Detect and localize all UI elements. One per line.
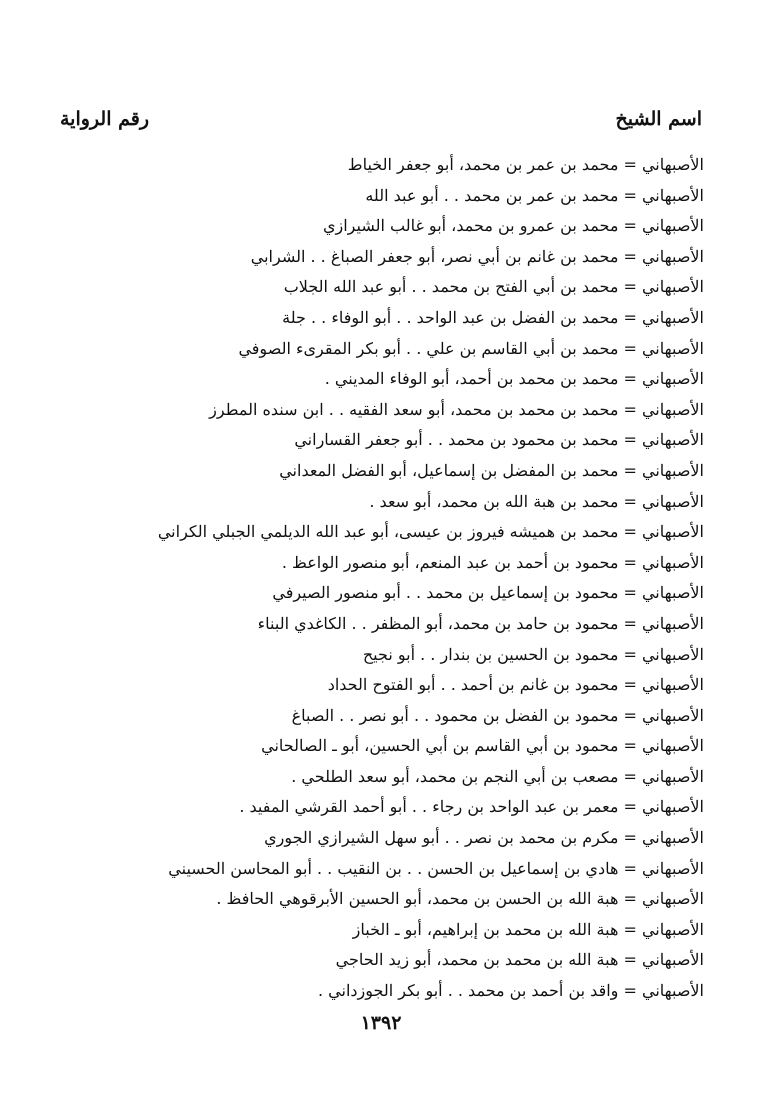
sheikh-entry: الأصبهاني = هبة الله بن محمد بن إبراهيم، أبو ـ الخباز bbox=[352, 919, 704, 939]
name-column-header: اسم الشيخ bbox=[615, 108, 702, 130]
sheikh-entry: الأصبهاني = محمد بن هميشه فيروز بن عيسى، أبو عبد الله الديلمي الجبلي الكراني bbox=[157, 522, 704, 542]
sheikh-entry: الأصبهاني = محمد بن غانم بن أبي نصر، أبو جعفر الصباغ . . الشرابي bbox=[250, 246, 704, 266]
narration-number-column-header: رقم الرواية bbox=[60, 108, 149, 130]
sheikh-entry: الأصبهاني = محمد بن الفضل بن عبد الواحد . . أبو الوفاء . . جلة bbox=[282, 307, 704, 327]
sheikh-entry: الأصبهاني = محمد بن هبة الله بن محمد، أبو سعد . bbox=[369, 491, 704, 511]
column-header-row bbox=[60, 108, 702, 138]
sheikh-entry: الأصبهاني = محمود بن أبي القاسم بن أبي الحسين، أبو ـ الصالحاني bbox=[261, 736, 704, 756]
sheikh-entry: الأصبهاني = محمود بن إسماعيل بن محمد . . أبو منصور الصيرفي bbox=[272, 583, 704, 603]
sheikh-entry: الأصبهاني = هبة الله بن محمد بن محمد، أبو زيد الحاجي bbox=[335, 950, 704, 970]
sheikh-entry: الأصبهاني = محمد بن عمرو بن محمد، أبو غالب الشيرازي bbox=[322, 216, 704, 236]
sheikh-entry: الأصبهاني = محمود بن حامد بن محمد، أبو المظفر . . الكاغدي البناء bbox=[257, 613, 704, 633]
sheikh-entry: الأصبهاني = محمود بن الحسين بن بندار . . أبو نجيح bbox=[362, 644, 704, 664]
sheikh-entry: الأصبهاني = محمد بن المفضل بن إسماعيل، أبو الفضل المعداني bbox=[279, 460, 704, 480]
sheikh-entry: الأصبهاني = محمود بن الفضل بن محمود . . أبو نصر . . الصباغ bbox=[291, 705, 704, 725]
sheikh-entry-list bbox=[84, 150, 704, 1007]
sheikh-entry: الأصبهاني = هادي بن إسماعيل بن الحسن . . بن النقيب . . أبو المحاسن الحسيني bbox=[168, 858, 704, 878]
sheikh-entry: الأصبهاني = محمود بن أحمد بن عبد المنعم، أبو منصور الواعظ . bbox=[281, 552, 704, 572]
sheikh-entry: الأصبهاني = مصعب بن أبي النجم بن محمد، أبو سعد الطلحي . bbox=[291, 766, 704, 786]
sheikh-entry: الأصبهاني = محمد بن عمر بن محمد . . أبو عبد الله bbox=[365, 185, 704, 205]
sheikh-entry: الأصبهاني = محمد بن عمر بن محمد، أبو جعفر الخياط bbox=[347, 155, 704, 174]
sheikh-entry: الأصبهاني = محمد بن محمود بن محمد . . أبو جعفر القساراني bbox=[294, 430, 704, 450]
sheikh-entry: الأصبهاني = واقد بن أحمد بن محمد . . أبو بكر الجوزداني . bbox=[317, 981, 704, 1001]
sheikh-entry: الأصبهاني = محمد بن محمد بن أحمد، أبو الوفاء المديني . bbox=[324, 369, 704, 389]
sheikh-entry: الأصبهاني = محمد بن محمد بن محمد، أبو سعد الفقيه . . ابن سنده المطرز bbox=[209, 399, 704, 419]
page-number: ١٣٩٢ bbox=[360, 1012, 402, 1034]
sheikh-entry: الأصبهاني = هبة الله بن الحسن بن محمد، أبو الحسين الأبرقوهي الحافظ . bbox=[216, 889, 704, 909]
sheikh-entry: الأصبهاني = محمود بن غانم بن أحمد . . أبو الفتوح الحداد bbox=[327, 675, 704, 695]
sheikh-entry: الأصبهاني = محمد بن أبي الفتح بن محمد . . أبو عبد الله الجلاب bbox=[283, 277, 704, 297]
sheikh-entry: الأصبهاني = معمر بن عبد الواحد بن رجاء . . أبو أحمد القرشي المفيد . bbox=[239, 797, 704, 817]
sheikh-entry: الأصبهاني = مكرم بن محمد بن نصر . . أبو سهل الشيرازي الجوري bbox=[264, 828, 704, 848]
sheikh-entry: الأصبهاني = محمد بن أبي القاسم بن علي . . أبو بكر المقرىء الصوفي bbox=[238, 338, 704, 358]
